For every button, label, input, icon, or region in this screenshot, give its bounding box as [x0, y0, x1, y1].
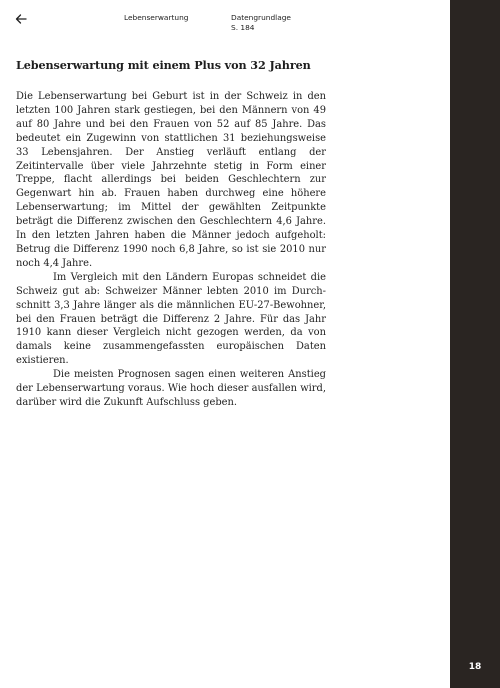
arrow-left-icon [14, 12, 28, 26]
reference-link[interactable] [231, 13, 291, 33]
paragraph: Im Vergleich mit den Ländern Europas schneidet die Schweiz gut ab: Schweizer Männer lebten 2010 im Durchschnitt 3,3 Jahre länger als die männlichen EU-27-Bewohner, bei den Frauen beträgt die Differenz 2 Jahre. Für das Jahr 1910 kann dieser Vergleich nicht gezogen werden, da von damals keine zusammengefassten europäischen Daten existieren. [16, 271, 326, 367]
article-body [16, 90, 326, 410]
reference-page: S. 184 [231, 23, 255, 32]
page-number: 18 [468, 662, 482, 672]
page-title: Lebenserwartung mit einem Plus von 32 Jahren [16, 58, 311, 72]
sidebar-bar [450, 0, 500, 688]
back-button[interactable] [14, 11, 28, 25]
paragraph: Die Lebenserwartung bei Geburt ist in der Schweiz in den letzten 100 Jahren stark gestiegen, bei den Männern von 49 auf 80 Jahre und bei den Frauen von 52 auf 85 Jahre. Das bedeutet ein Zugewinn von stattlichen 31 beziehungsweise 33 Lebensjahren. Der Anstieg verläuft entlang der Zeitintervalle über viele Jahrzehnte stetig in Form einer Treppe, flacht allerdings bei beiden Geschlechtern zur Gegenwart hin ab. Frauen haben durchweg eine höhere Lebenserwartung; im Mittel der gewählten Zeitpunkte beträgt die Differenz zwischen den Geschlechtern 4,6 Jahre. In den letzten Jahren haben die Männer jedoch aufgeholt: Betrug die Differenz 1990 noch 6,8 Jahre, so ist sie 2010 nur noch 4,4 Jahre. [16, 91, 326, 269]
reference-title: Datengrundlage [231, 13, 291, 22]
paragraph: Die meisten Prognosen sagen einen weiteren Anstieg der Lebenserwartung voraus. Wie hoch dieser ausfallen wird, darüber wird die Zukunft Aufschluss geben. [16, 369, 326, 408]
section-title: Lebenserwartung [124, 13, 189, 22]
